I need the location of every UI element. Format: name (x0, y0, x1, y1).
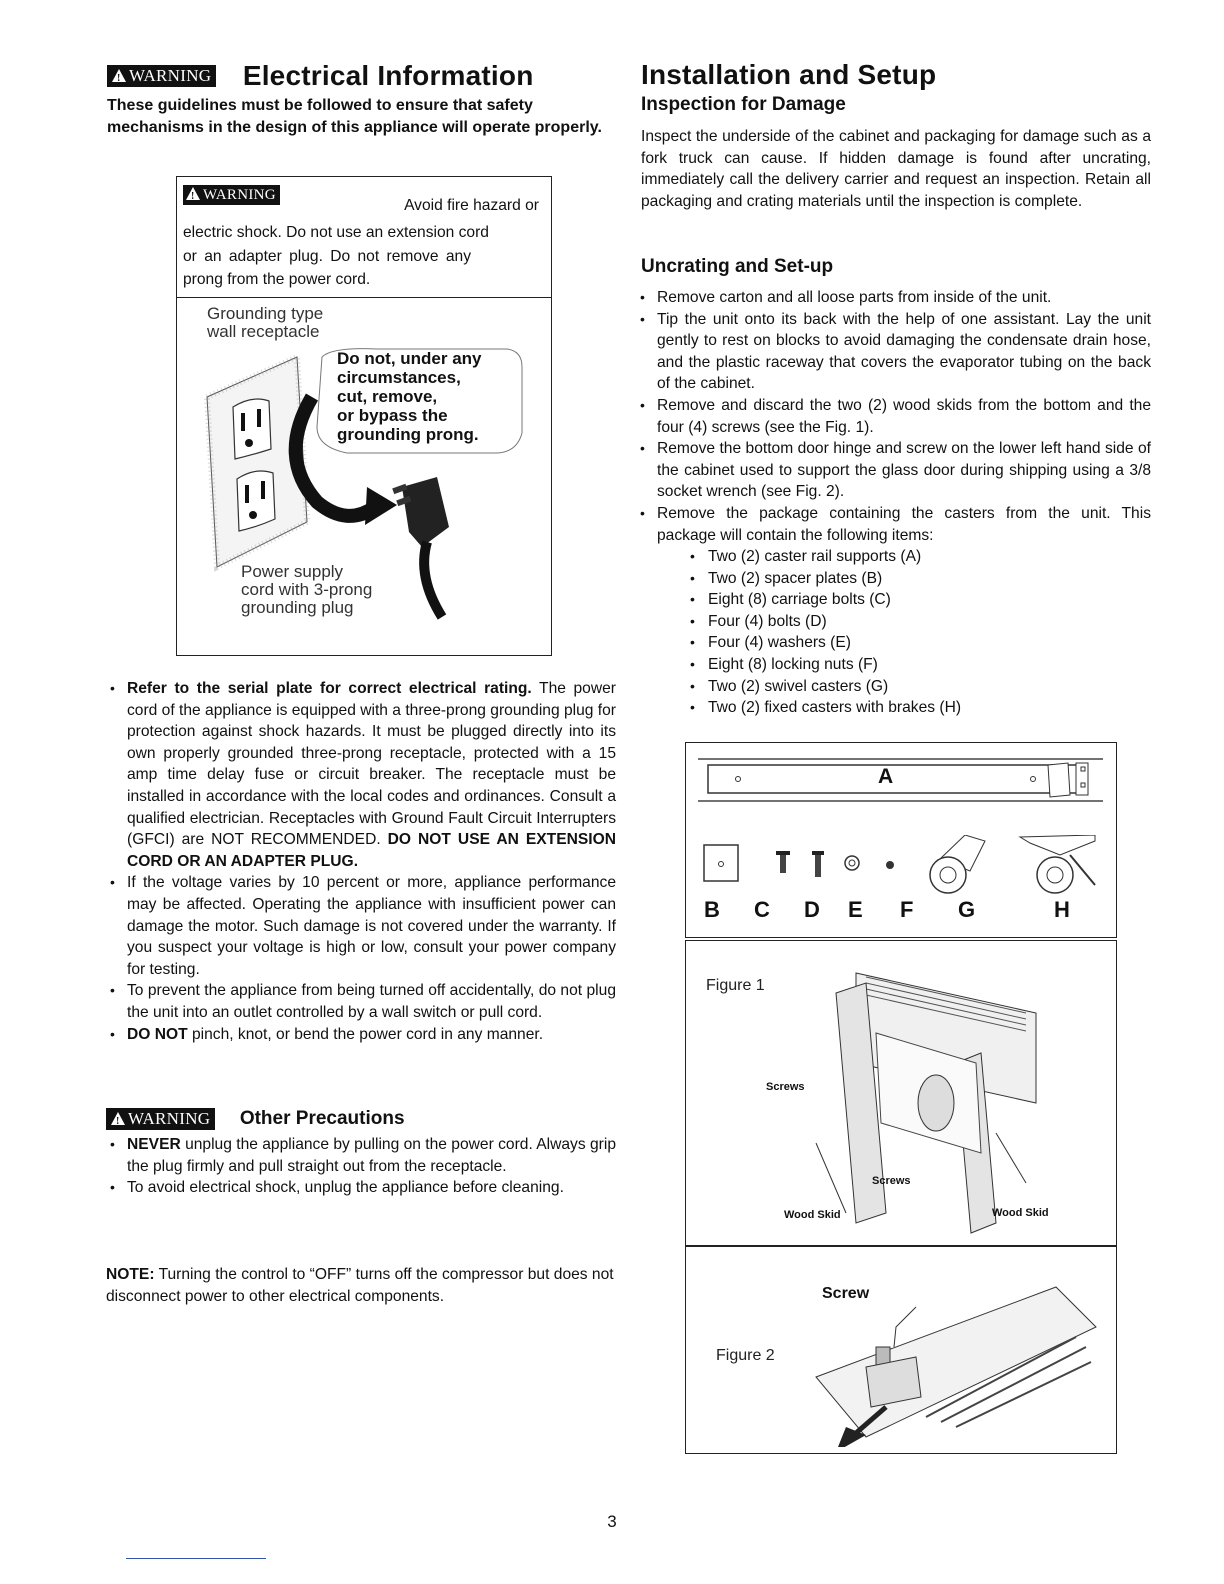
list-item: • Two (2) swivel casters (G) (687, 676, 1147, 698)
part-label-f: F (900, 897, 914, 922)
section-title: Electrical Information (242, 60, 534, 91)
caster-rail-icon (698, 753, 1108, 813)
list-item: • DO NOT pinch, knot, or bend the power cord in any manner. (106, 1024, 616, 1046)
warning-line: prong from the power cord. (183, 271, 371, 288)
figure-1-label-wood-skid: Wood Skid (784, 1209, 841, 1221)
receptacle-label: Grounding type wall receptacle (207, 304, 324, 341)
warning-triangle-icon (112, 69, 126, 82)
warning-line: or an adapter plug. Do not remove any (183, 247, 471, 265)
small-parts-icons (700, 835, 1110, 897)
list-item: • Remove and discard the two (2) wood skids from the bottom and the four (4) screws (see the Fig. 1). (636, 395, 1151, 438)
other-precautions-header (106, 1108, 616, 1130)
door-hinge-illustration (806, 1267, 1106, 1447)
warning-badge: !WARNING (107, 65, 216, 87)
list-item: • NEVER unplug the appliance by pulling on the power cord. Always grip the plug firmly and pull straight out from the receptacle. (106, 1134, 616, 1177)
figure-2-label-screw: Screw (822, 1285, 870, 1302)
other-bullets (106, 1134, 616, 1199)
part-label-g: G (958, 897, 976, 922)
parts-diagram (685, 742, 1117, 938)
part-label-d: D (804, 897, 820, 922)
warning-text-first: Avoid fire hazard or (404, 197, 539, 214)
figure-1-label-screws: Screws (766, 1081, 805, 1093)
intro-text: These guidelines must be followed to ensure that safety mechanisms in the design of this appliance will operate properly. (107, 97, 602, 136)
figure-2 (685, 1246, 1117, 1454)
list-item: • To avoid electrical shock, unplug the appliance before cleaning. (106, 1177, 616, 1199)
list-item: • Tip the unit onto its back with the help of one assistant. Lay the unit gently to rest on blocks to avoid damaging the condensate drain hose, and the plastic raceway that covers the evaporator tubing on the back of the cabinet. (636, 309, 1151, 395)
list-item: • To prevent the appliance from being turned off accidentally, do not plug the unit into an outlet controlled by a wall switch or pull cord. (106, 980, 616, 1023)
list-item: • Eight (8) locking nuts (F) (687, 654, 1147, 676)
list-item: • Refer to the serial plate for correct electrical rating. The power cord of the appliance is equipped with a three-prong grounding plug for protection against shock hazards. It must be plugged directly into its own properly grounded three-prong receptacle, protected with a 15 amp time delay fuse or circuit breaker. The receptacle must be installed in accordance with the local codes and ordinances. Consult a qualified electrician. Receptacles with Ground Fault Circuit Interrupters (GFCI) are NOT RECOMMENDED. DO NOT USE AN EXTENSION CORD OR AN ADAPTER PLUG. (106, 678, 616, 872)
cord-label: Power supply cord with 3-prong grounding plug (241, 562, 373, 617)
list-item: • Eight (8) carriage bolts (C) (687, 589, 1147, 611)
inspection-heading: Inspection for Damage (641, 94, 846, 115)
warning-text-body (183, 221, 539, 292)
page-number: 3 (607, 1512, 617, 1531)
warning-text-panel (177, 177, 551, 298)
uncrating-steps (636, 287, 1151, 546)
package-items (636, 546, 1147, 719)
inspection-text: Inspect the underside of the cabinet and packaging for damage such as a fork truck can cause. If hidden damage is found after uncrating, immediately call the delivery carrier and request an inspection. Retain all packaging and crating materials until the inspection is complete. (641, 128, 1151, 210)
uncrating-heading: Uncrating and Set-up (641, 256, 834, 277)
list-item: • If the voltage varies by 10 percent or more, appliance performance may be affected. Operating the appliance with insufficient power can damage the motor. Such damage is not covered under the warranty. If you suspect your voltage is high or low, consult your power company for testing. (106, 872, 616, 980)
installation-title: Installation and Setup (641, 59, 937, 90)
part-label-e: E (848, 897, 863, 922)
figure-1-caption: Figure 1 (706, 977, 765, 994)
part-label-a: A (878, 765, 894, 788)
warning-line: electric shock. Do not use an extension cord (183, 224, 489, 241)
warning-triangle-icon (111, 1112, 125, 1125)
warning-triangle-icon (186, 187, 200, 200)
figure-1-label-wood-skid: Wood Skid (992, 1207, 1049, 1219)
part-label-b: B (704, 897, 720, 922)
warning-badge: !WARNING (106, 1108, 215, 1130)
cabinet-bottom-illustration (776, 953, 1106, 1243)
list-item: • Two (2) fixed casters with brakes (H) (687, 697, 1147, 719)
figure-2-caption: Figure 2 (716, 1347, 775, 1364)
warning-badge: !WARNING (183, 185, 280, 205)
list-item: • Four (4) bolts (D) (687, 611, 1147, 633)
part-label-c: C (754, 897, 770, 922)
callout-text: Do not, under any circumstances, cut, remove, or bypass the grounding prong. (337, 349, 482, 444)
list-item: • Remove the package containing the casters from the unit. This package will contain the following items: (636, 503, 1151, 546)
list-item: • Remove the bottom door hinge and screw on the lower left hand side of the cabinet used to support the glass door during shipping using a 3/8 socket wrench (see Fig. 2). (636, 438, 1151, 503)
electrical-bullets (106, 678, 616, 1045)
grounding-plug-icon (392, 477, 449, 617)
other-precautions-title: Other Precautions (239, 1108, 405, 1129)
note-text: NOTE: Turning the control to “OFF” turns off the compressor but does not disconnect power to other electrical components. (106, 1266, 614, 1305)
list-item: • Four (4) washers (E) (687, 632, 1147, 654)
figure-1 (685, 940, 1117, 1246)
part-label-h: H (1054, 897, 1070, 922)
electrical-header (107, 60, 627, 92)
list-item: • Two (2) caster rail supports (A) (687, 546, 1147, 568)
list-item: • Two (2) spacer plates (B) (687, 568, 1147, 590)
footer-rule (126, 1558, 266, 1559)
warning-figure-box (176, 176, 552, 656)
list-item: • Remove carton and all loose parts from inside of the unit. (636, 287, 1151, 309)
figure-1-label-screws: Screws (872, 1175, 911, 1187)
